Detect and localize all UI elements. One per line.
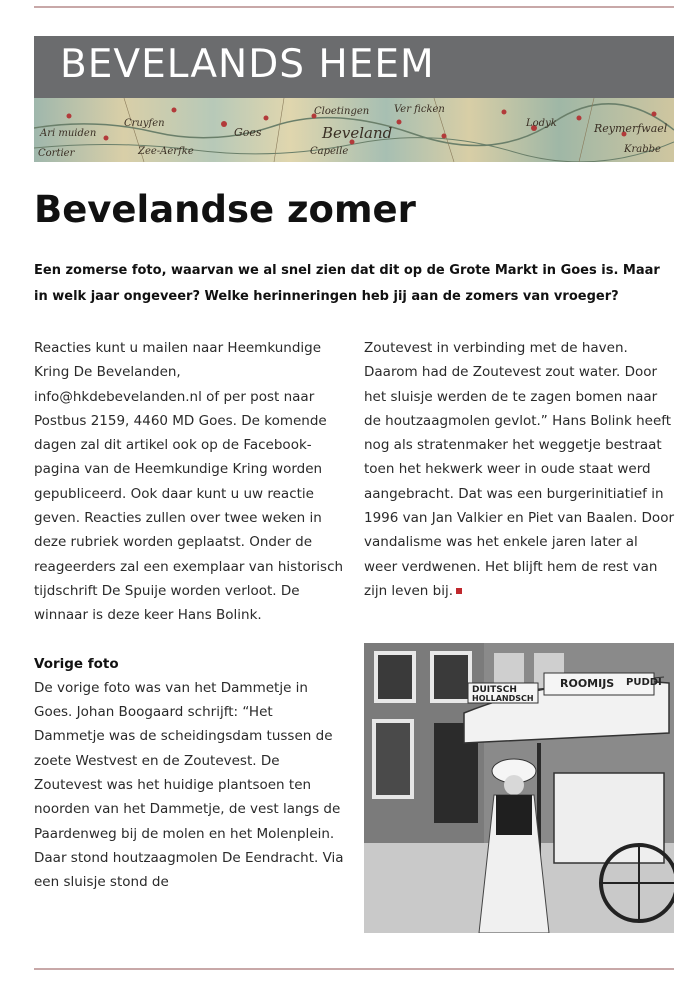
map-label: Cloetingen [314,106,370,117]
subheading-vorige-foto: Vorige foto [34,655,119,672]
map-label: Reymerfwael [594,122,668,135]
body-text: Zoutevest in verbinding met de haven. Daarom had de Zoutevest zout water. Door het sluisje werden de te zagen bomen naar de houtzaagmolen gevlot.” Hans Bolink heeft nog als stratenmaker het weggetje bestraat toen het hekwerk weer in oude staat werd aangebracht. Dat was een burgerinitiatief in 1996 van Jan Valkier en Piet van Baalen. Door vandalisme was het enkele jaren later al weer verdwenen. Het blijft hem de rest van zijn leven bij. [364,340,674,599]
map-label: Ver ficken [394,104,445,115]
historic-map-banner [34,98,674,162]
map-label: Cortier [38,148,75,159]
cart-sign-text: ROOMIJS [560,677,615,690]
cart-sign-text: PUDDI [626,677,662,688]
map-label: Zee-Aerfke [138,146,194,157]
end-of-article-mark [456,588,462,594]
map-label: Beveland [322,124,393,142]
body-paragraph: Reacties kunt u mailen naar Heemkundige Kring De Bevelanden, info@hkdebevelanden.nl of per post naar Postbus 2159, 4460 MD Goes. De komende dagen zal dit artikel ook op de Facebook-pagina van de Heemkundige Kring worden gepubliceerd. Ook daar kunt u uw reactie geven. Reacties zullen over twee weken in deze rubriek worden geplaatst. Onder de reageerders zal een exemplaar van historisch tijdschrift De Spuije worden verloot. De winnaar is deze keer Hans Bolink. [34,340,344,624]
article-lead: Een zomerse foto, waarvan we al snel zien dat dit op de Grote Markt in Goes is. Maar in welk jaar ongeveer? Welke herinneringen heb jij aan de zomers van vroeger? [34,263,660,304]
map-label: Ari muiden [40,128,97,139]
top-rule [34,6,674,8]
map-label: Capelle [310,146,349,157]
map-label: Krabbe [624,144,661,155]
body-paragraph [364,336,674,603]
map-label: Lodyk [526,118,557,129]
body-paragraph: De vorige foto was van het Dammetje in Goes. Johan Boogaard schrijft: “Het Dammetje was de scheidingsdam tussen de zoete Westvest en de Zoutevest. De Zoutevest was het huidige plantsoen ten noorden van het Dammetje, de vest langs de Paardenweg bij de molen en het Molenplein. Daar stond houtzaagmolen De Eendracht. Via een sluisje stond de [34,679,344,891]
map-label: Goes [234,126,262,139]
cart-sign-text: HOLLANDSCH [472,694,534,703]
article-headline: Bevelandse zomer [34,188,416,231]
bottom-rule [34,968,674,970]
cart-sign-text: DUITSCH [472,685,517,695]
left-column [34,336,346,895]
masthead-title: BEVELANDS HEEM [60,42,435,87]
right-column [364,336,674,603]
masthead [34,36,674,98]
historic-photo-ice-cream-cart [364,643,674,933]
map-label: Cruyfen [124,118,165,129]
